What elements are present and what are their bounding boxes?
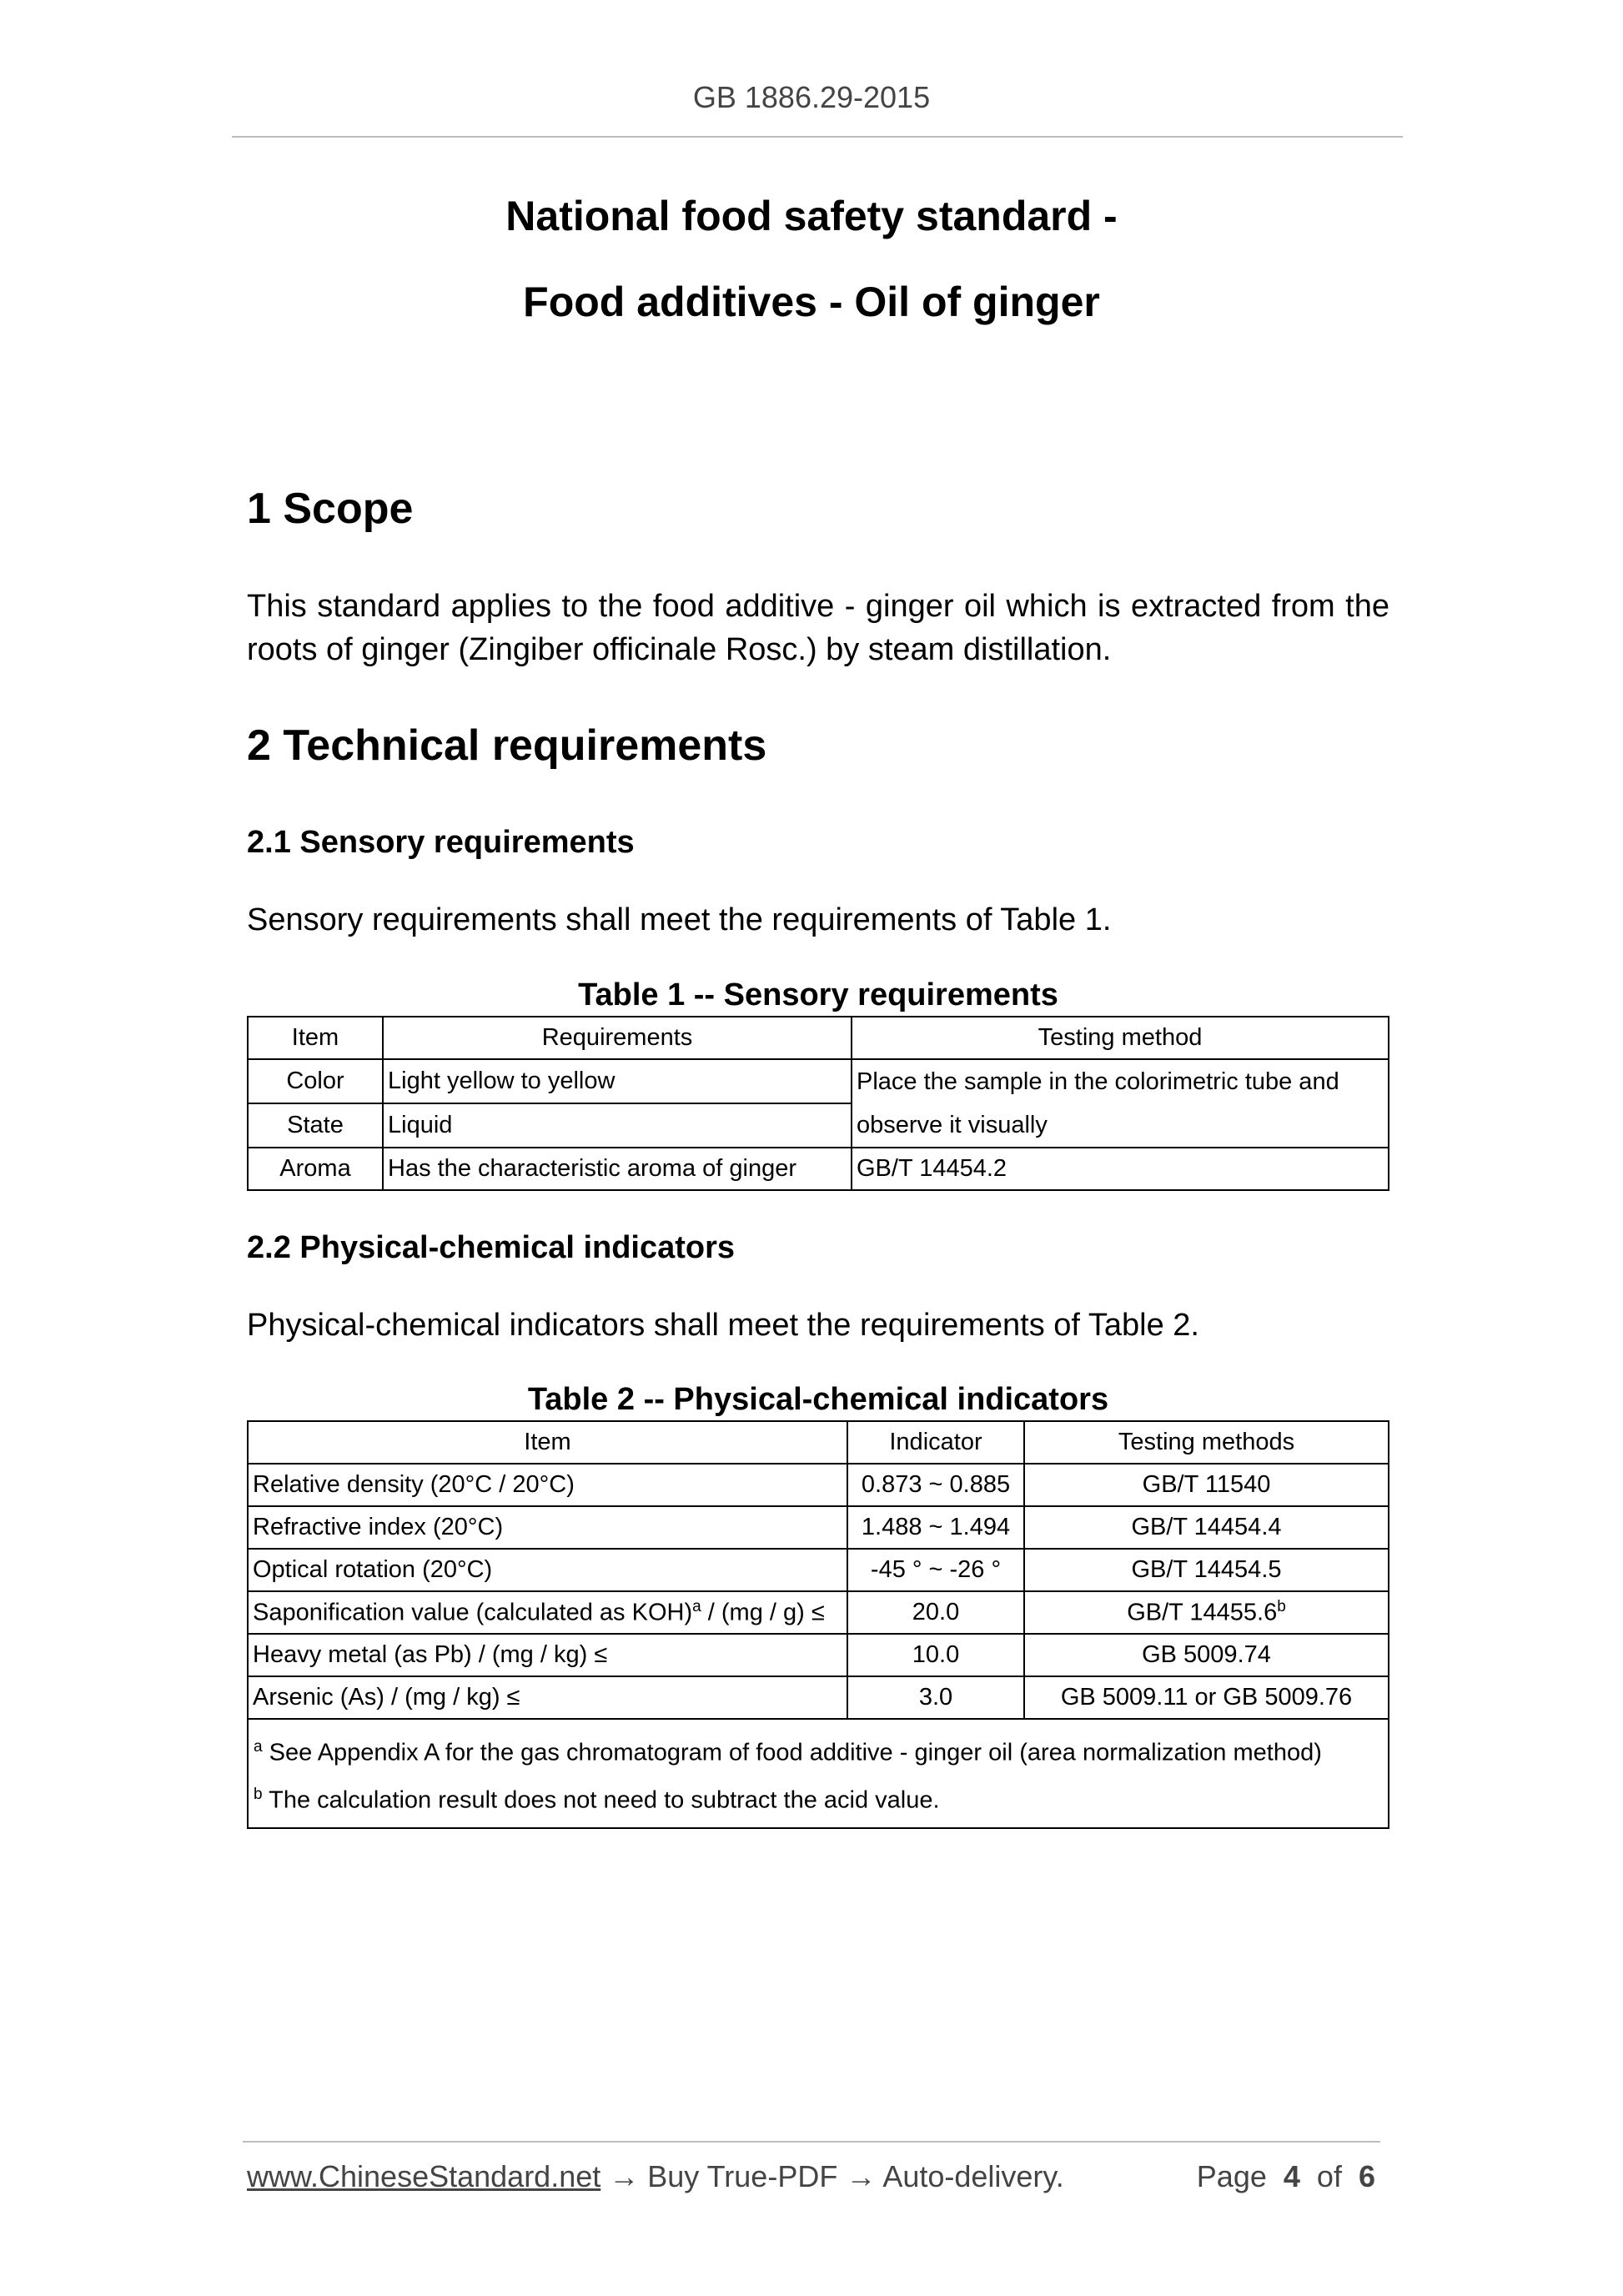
- table1-caption: Table 1 -- Sensory requirements: [578, 977, 1058, 1012]
- table-cell-indicator: 1.488 ~ 1.494: [847, 1506, 1024, 1549]
- table-note: [254, 1774, 1383, 1821]
- section-technical-heading: 2 Technical requirements: [247, 721, 767, 770]
- table-notes-row: [248, 1719, 1389, 1828]
- table-cell-item: [248, 1591, 847, 1634]
- section-scope-text: This standard applies to the food additive - ginger oil which is extracted from the roots of ginger (Zingiber officinale Rosc.) by steam distillation.: [247, 589, 1389, 667]
- page-total: 6: [1358, 2159, 1375, 2193]
- table-cell-requirement: Liquid: [383, 1103, 852, 1148]
- table-cell-item: Aroma: [248, 1148, 383, 1190]
- table-cell-method: [1024, 1591, 1389, 1634]
- table-row: [248, 1549, 1389, 1591]
- table-sensory: [247, 1016, 1389, 1191]
- table-cell-method: GB 5009.11 or GB 5009.76: [1024, 1676, 1389, 1719]
- table-cell-requirement: Light yellow to yellow: [383, 1059, 852, 1103]
- table-row: [248, 1506, 1389, 1549]
- footer-divider: [243, 2141, 1380, 2143]
- table-row: [248, 1059, 1389, 1103]
- table-cell-indicator: 20.0: [847, 1591, 1024, 1634]
- table-cell-item: Color: [248, 1059, 383, 1103]
- section-physchem-intro: Physical-chemical indicators shall meet the requirements of Table 2.: [247, 1308, 1199, 1343]
- method-line: Place the sample in the colorimetric tube and: [857, 1068, 1339, 1095]
- footer-promo-text: → Buy True-PDF → Auto-delivery.: [600, 2159, 1064, 2193]
- table-cell-indicator: -45 ° ~ -26 °: [847, 1549, 1024, 1591]
- footnote-marker: a: [692, 1598, 701, 1616]
- table-note: [254, 1726, 1383, 1774]
- note-text: See Appendix A for the gas chromatogram of food additive - ginger oil (area normalization method): [269, 1739, 1322, 1766]
- table-header-row: [248, 1421, 1389, 1464]
- table-header-cell: Item: [248, 1017, 383, 1059]
- footer-page-number: [1197, 2159, 1375, 2194]
- table-row: [248, 1591, 1389, 1634]
- footnote-marker: b: [1277, 1598, 1286, 1616]
- page-current: 4: [1283, 2159, 1300, 2193]
- table-cell-requirement: Has the characteristic aroma of ginger: [383, 1148, 852, 1190]
- table-cell-item: Arsenic (As) / (mg / kg) ≤: [248, 1676, 847, 1719]
- method-line: observe it visually: [857, 1112, 1048, 1138]
- table-row: [248, 1634, 1389, 1676]
- table-notes-cell: [248, 1719, 1389, 1828]
- footnote-marker: a: [254, 1738, 263, 1756]
- table-cell-method: GB/T 14454.2: [852, 1148, 1389, 1190]
- section-scope-heading: 1 Scope: [247, 485, 414, 533]
- section-sensory-heading: 2.1 Sensory requirements: [247, 825, 635, 860]
- table-header-cell: Testing methods: [1024, 1421, 1389, 1464]
- table-cell-method: GB/T 14454.4: [1024, 1506, 1389, 1549]
- page-of-label: of: [1316, 2159, 1342, 2193]
- section-sensory-intro: Sensory requirements shall meet the requirements of Table 1.: [247, 902, 1112, 937]
- page-label: Page: [1196, 2159, 1267, 2193]
- table-row: [248, 1148, 1389, 1190]
- header-standard-code: GB 1886.29-2015: [692, 80, 931, 114]
- note-text: The calculation result does not need to subtract the acid value.: [269, 1786, 940, 1814]
- table-cell-method: GB 5009.74: [1024, 1634, 1389, 1676]
- table-cell-indicator: 3.0: [847, 1676, 1024, 1719]
- table-row: [248, 1676, 1389, 1719]
- footnote-marker: b: [254, 1785, 263, 1803]
- footer-site-link[interactable]: www.ChineseStandard.net: [247, 2159, 601, 2193]
- method-text: GB/T 14455.6: [1127, 1599, 1278, 1626]
- table-header-cell: Requirements: [383, 1017, 852, 1059]
- table-cell-indicator: 10.0: [847, 1634, 1024, 1676]
- table-physchem: [247, 1420, 1389, 1829]
- table-cell-indicator: 0.873 ~ 0.885: [847, 1464, 1024, 1506]
- item-text: Saponification value (calculated as KOH): [253, 1599, 693, 1626]
- section-physchem-heading: 2.2 Physical-chemical indicators: [247, 1230, 736, 1265]
- table2-caption: Table 2 -- Physical-chemical indicators: [527, 1382, 1109, 1417]
- table-cell-method: GB/T 14454.5: [1024, 1549, 1389, 1591]
- table-header-cell: Item: [248, 1421, 847, 1464]
- table-cell-item: State: [248, 1103, 383, 1148]
- document-title-line1: National food safety standard -: [505, 193, 1118, 239]
- table-cell-item: Optical rotation (20°C): [248, 1549, 847, 1591]
- table-header-cell: Testing method: [852, 1017, 1389, 1059]
- header-divider: [232, 136, 1403, 138]
- table-header-row: [248, 1017, 1389, 1059]
- document-title-line2: Food additives - Oil of ginger: [523, 279, 1100, 325]
- table-cell-item: Relative density (20°C / 20°C): [248, 1464, 847, 1506]
- table-header-cell: Indicator: [847, 1421, 1024, 1464]
- item-unit: / (mg / g) ≤: [701, 1599, 825, 1626]
- table-row: [248, 1464, 1389, 1506]
- table-cell-item: Refractive index (20°C): [248, 1506, 847, 1549]
- table-cell-item: Heavy metal (as Pb) / (mg / kg) ≤: [248, 1634, 847, 1676]
- table-cell-method: GB/T 11540: [1024, 1464, 1389, 1506]
- table-cell-method-merged: [852, 1059, 1389, 1148]
- footer-promo: [247, 2159, 1064, 2194]
